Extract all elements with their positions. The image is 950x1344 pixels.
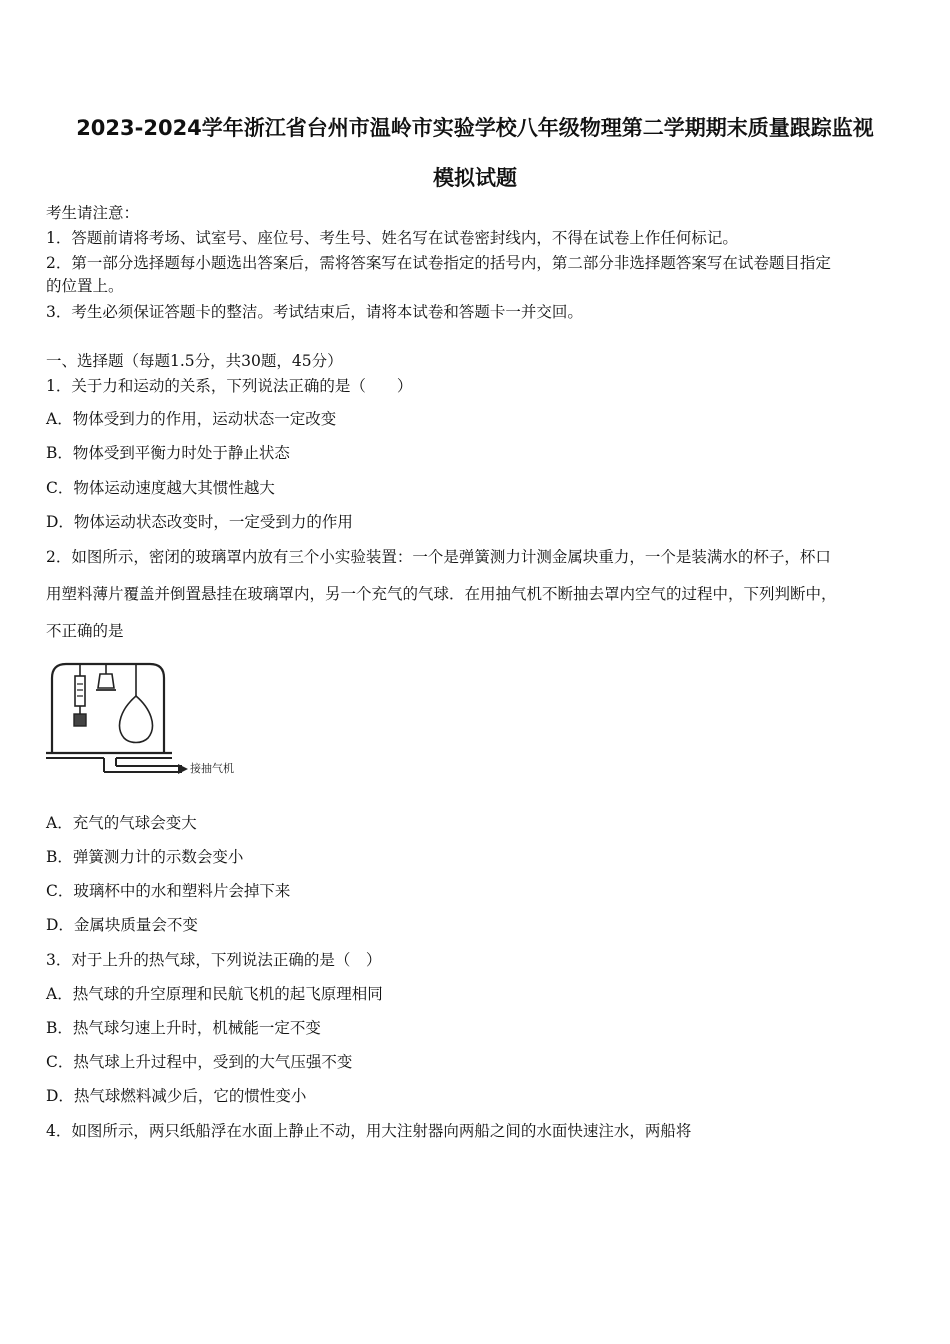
notice-heading: 考生请注意： (46, 204, 140, 222)
q1-option-b: B．物体受到平衡力时处于静止状态 (46, 444, 290, 462)
q1-option-c: C．物体运动速度越大其惯性越大 (46, 479, 275, 497)
q1-stem: 1．关于力和运动的关系，下列说法正确的是（ ） (46, 377, 413, 395)
q4-stem: 4．如图所示，两只纸船浮在水面上静止不动，用大注射器向两船之间的水面快速注水，两船将 (46, 1122, 692, 1140)
q3-option-b: B．热气球匀速上升时，机械能一定不变 (46, 1019, 321, 1037)
exam-title-line-2: 模拟试题 (433, 166, 517, 190)
q2-option-c: C．玻璃杯中的水和塑料片会掉下来 (46, 882, 291, 900)
notice-item-1: 1．答题前请将考场、试室号、座位号、考生号、姓名写在试卷密封线内，不得在试卷上作任何标记。 (46, 229, 738, 247)
q2-option-d: D．金属块质量会不变 (46, 916, 198, 934)
spring-scale-body (75, 676, 85, 706)
section-heading: 一、选择题（每题1.5分，共30题，45分） (46, 352, 343, 370)
pump-label: 接抽气机 (190, 762, 234, 775)
metal-block (74, 714, 86, 726)
q2-option-b: B．弹簧测力计的示数会变小 (46, 848, 244, 866)
q2-stem-line-2: 用塑料薄片覆盖并倒置悬挂在玻璃罩内，另一个充气的气球．在用抽气机不断抽去罩内空气的过程中，下列判断中， (46, 585, 837, 603)
q3-option-c: C．热气球上升过程中，受到的大气压强不变 (46, 1053, 353, 1071)
balloon (120, 696, 153, 743)
q1-option-a: A．物体受到力的作用，运动状态一定改变 (46, 410, 337, 428)
q2-stem-line-1: 2．如图所示，密闭的玻璃罩内放有三个小实验装置：一个是弹簧测力计测金属块重力，一个是装满水的杯子，杯口 (46, 548, 831, 566)
inverted-cup (98, 674, 114, 688)
q2-stem-line-3: 不正确的是 (46, 622, 124, 640)
q3-option-d: D．热气球燃料减少后，它的惯性变小 (46, 1087, 307, 1105)
pipe-arrow (178, 764, 188, 774)
q1-option-d: D．物体运动状态改变时，一定受到力的作用 (46, 513, 353, 531)
bell-jar-figure (44, 656, 250, 786)
notice-item-2: 2．第一部分选择题每小题选出答案后，需将答案写在试卷指定的括号内，第二部分非选择题答案写在试卷题目指定 (46, 254, 831, 272)
q2-option-a: A．充气的气球会变大 (46, 814, 197, 832)
exam-title-line-1: 2023-2024学年浙江省台州市温岭市实验学校八年级物理第二学期期末质量跟踪监视 (76, 116, 874, 140)
notice-item-2-cont: 的位置上。 (46, 277, 124, 295)
notice-item-3: 3．考生必须保证答题卡的整洁。考试结束后，请将本试卷和答题卡一并交回。 (46, 303, 583, 321)
q3-stem: 3．对于上升的热气球，下列说法正确的是（ ） (46, 951, 382, 969)
q3-option-a: A．热气球的升空原理和民航飞机的起飞原理相同 (46, 985, 383, 1003)
